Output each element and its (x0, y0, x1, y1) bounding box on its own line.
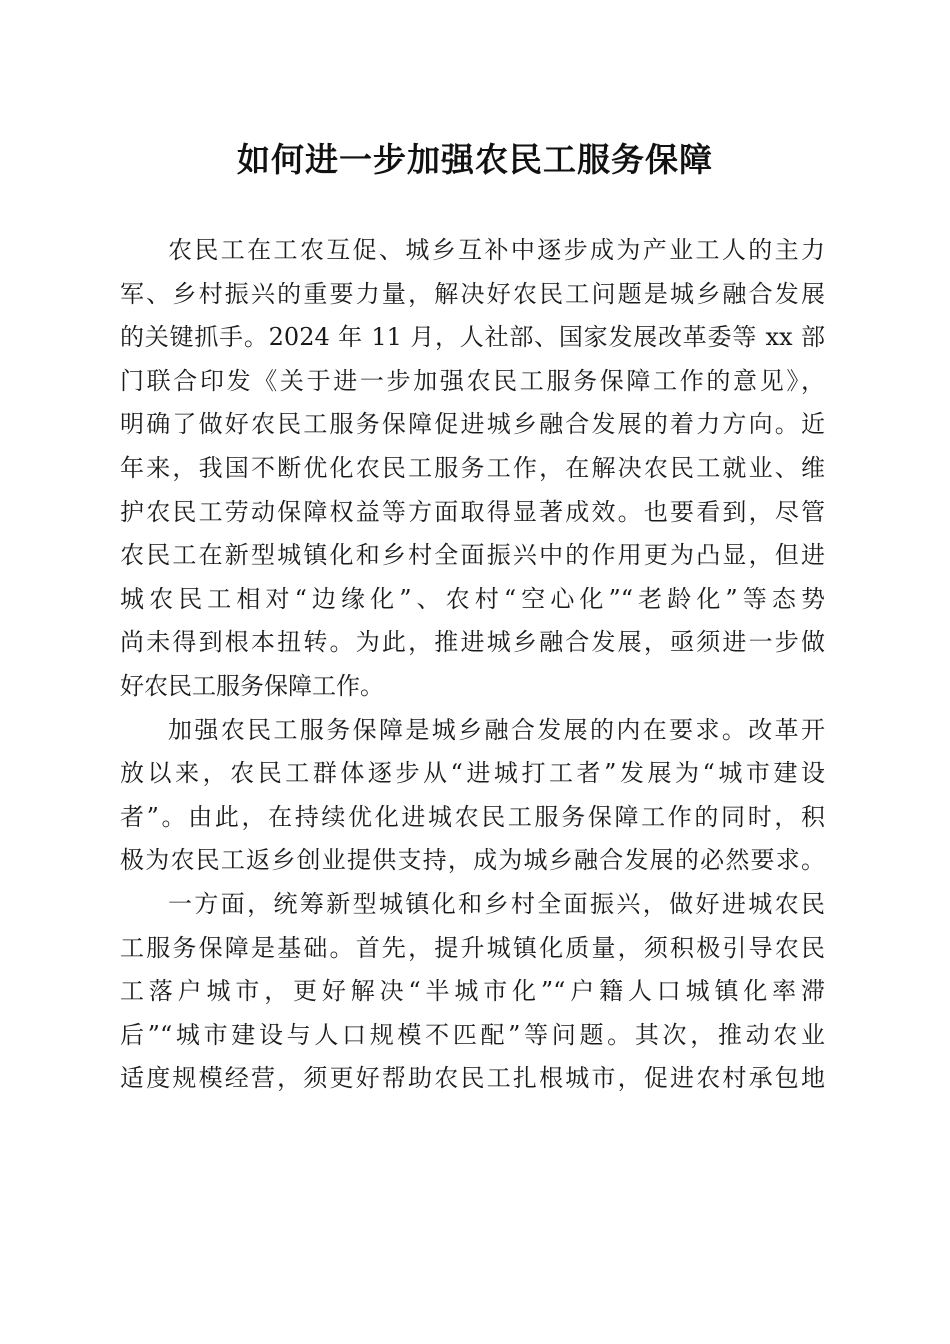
text-line: 工服务保障是基础。首先，提升城镇化质量，须积极引导农民 (120, 933, 825, 962)
text-line: 门联合印发《关于进一步加强农民工服务保障工作的意见》， (120, 366, 825, 395)
text-line: 城农民工相对“边缘化”、农村“空心化”“老龄化”等态势 (120, 584, 825, 613)
page-title: 如何进一步加强农民工服务保障 (237, 140, 713, 179)
paragraph-2 (120, 709, 825, 883)
text-line: 加强农民工服务保障是城乡融合发展的内在要求。改革开 (168, 715, 825, 744)
text-line: 农民工在工农互促、城乡互补中逐步成为产业工人的主力 (168, 236, 825, 264)
text-line: 军、乡村振兴的重要力量，解决好农民工问题是城乡融合发展 (120, 279, 825, 308)
text-line: 农民工在新型城镇化和乡村全面振兴中的作用更为凸显，但进 (120, 541, 825, 570)
text-line: 工落户城市，更好解决“半城市化”“户籍人口城镇化率滞 (120, 977, 825, 1006)
text-line: 者”。由此，在持续优化进城农民工服务保障工作的同时，积 (120, 802, 825, 831)
document-body (120, 229, 825, 1101)
text-line: 好农民工服务保障工作。 (120, 671, 384, 700)
text-line: 极为农民工返乡创业提供支持，成为城乡融合发展的必然要求。 (120, 846, 825, 875)
text-line: 明确了做好农民工服务保障促进城乡融合发展的着力方向。近 (120, 410, 825, 439)
text-line: 适度规模经营，须更好帮助农民工扎根城市，促进农村承包地 (120, 1064, 825, 1093)
text-line: 一方面，统筹新型城镇化和乡村全面振兴，做好进城农民 (168, 889, 825, 918)
paragraph-1 (120, 229, 825, 709)
text-line: 年来，我国不断优化农民工服务工作，在解决农民工就业、维 (120, 453, 825, 482)
text-line: 后”“城市建设与人口规模不匹配”等问题。其次，推动农业 (120, 1020, 825, 1049)
paragraph-3 (120, 883, 825, 1101)
text-line: 尚未得到根本扭转。为此，推进城乡融合发展，亟须进一步做 (120, 628, 825, 657)
text-line: 护农民工劳动保障权益等方面取得显著成效。也要看到，尽管 (120, 497, 825, 526)
text-line: 的关键抓手。2024 年 11 月，人社部、国家发展改革委等 xx 部 (120, 323, 825, 352)
text-line: 放以来，农民工群体逐步从“进城打工者”发展为“城市建设 (120, 759, 825, 788)
